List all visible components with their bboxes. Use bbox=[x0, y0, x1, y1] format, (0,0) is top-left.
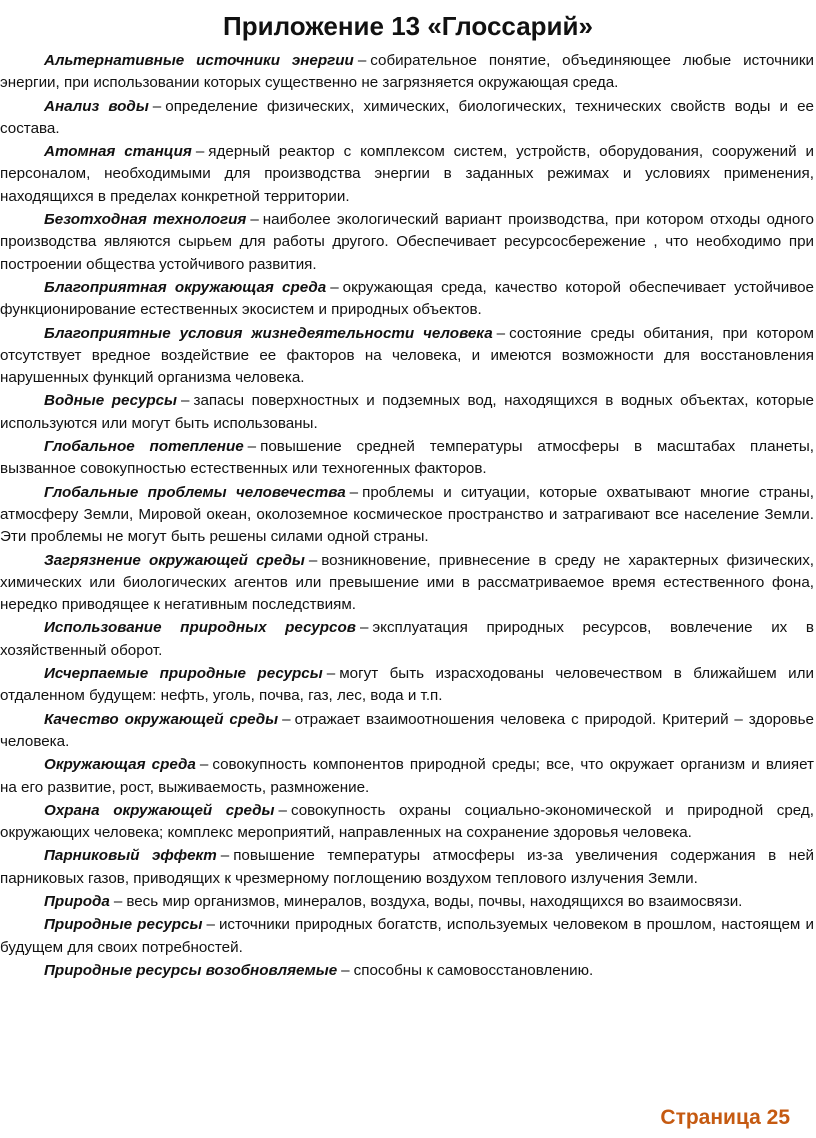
glossary-definition: могут быть израсходованы человечеством в ближайшем или отдаленном будущем: нефть, уголь, почва, газ, лес, вода и т.п. bbox=[0, 665, 814, 705]
glossary-term: Охрана окружающей среды bbox=[44, 801, 275, 819]
glossary-definition: весь мир организмов, минералов, воздуха, воды, почвы, находящихся во взаимосвязи. bbox=[126, 892, 743, 910]
glossary-entry: Глобальные проблемы человечества – проблемы и ситуации, которые охватывают многие страны, атмосферу Земли, Мировой океан, околоземное космическое пространство и затрагивают все население Земли. Эти проблемы не могут быть решены силами одной страны. bbox=[0, 483, 814, 546]
glossary-term: Благоприятная окружающая среда bbox=[44, 278, 327, 296]
glossary-term: Глобальные проблемы человечества bbox=[44, 483, 346, 501]
glossary-definition: совокупность охраны социально-экономической и природной сред, окружающих человека; комплекс мероприятий, направленных на сохранение здоровья человека. bbox=[0, 801, 815, 842]
glossary-entry: Окружающая среда – совокупность компонентов природной среды; все, что окружает организм и влияет на его развитие, рост, выживаемость, размножение. bbox=[0, 756, 815, 796]
glossary-definition: запасы поверхностных и подземных вод, находящихся в водных объектах, которые используются или могут быть использованы. bbox=[0, 392, 814, 432]
glossary-term: Глобальное потепление bbox=[44, 438, 244, 456]
glossary-entry: Глобальное потепление – повышение средней температуры атмосферы в масштабах планеты, вызванное совокупностью естественных или техногенных факторов. bbox=[0, 438, 815, 478]
glossary-term: Безотходная технология bbox=[44, 211, 247, 229]
glossary-entry: Благоприятная окружающая среда – окружающая среда, качество которой обеспечивает устойчивое функционирование естественных экосистем и природных объектов. bbox=[0, 278, 814, 319]
glossary-definition: состояние среды обитания, при котором отсутствует вредное воздействие ее факторов на человека, и имеются возможности для восстановления нарушенных функций организма человека. bbox=[0, 324, 814, 387]
glossary-definition: эксплуатация природных ресурсов, вовлечение их в хозяйственный оборот. bbox=[0, 619, 814, 659]
glossary-definition: совокупность компонентов природной среды; все, что окружает организм и влияет на его развитие, рост, выживаемость, размножение. bbox=[0, 756, 815, 796]
glossary-list bbox=[0, 50, 814, 983]
glossary-definition: определение физических, химических, биологических, технических свойств воды и ее состава. bbox=[0, 97, 814, 137]
glossary-entry: Исчерпаемые природные ресурсы – могут быть израсходованы человечеством в ближайшем или отдаленном будущем: нефть, уголь, почва, газ, лес, вода и т.п. bbox=[0, 665, 814, 705]
glossary-term: Загрязнение окружающей среды bbox=[44, 551, 305, 569]
glossary-term: Благоприятные условия жизнедеятельности человека bbox=[44, 324, 493, 342]
glossary-entry: Природные ресурсы возобновляемые – способны к самовосстановлению. bbox=[44, 961, 594, 979]
glossary-term: Атомная станция bbox=[44, 143, 192, 161]
glossary-term: Исчерпаемые природные ресурсы bbox=[44, 665, 323, 683]
glossary-term: Парниковый эффект bbox=[44, 847, 217, 865]
glossary-term: Водные ресурсы bbox=[44, 392, 178, 410]
glossary-term: Качество окружающей среды bbox=[44, 710, 279, 728]
page-title: Приложение 13 «Глоссарий» bbox=[223, 11, 593, 41]
glossary-definition: наиболее экологический вариант производства, при котором отходы одного производства являются сырьем для работы другого. Обеспечивает ресурсосбережение , что необходимо при построении общества устойчивого развития. bbox=[0, 211, 814, 273]
glossary-entry: Использование природных ресурсов – эксплуатация природных ресурсов, вовлечение их в хозяйственный оборот. bbox=[0, 619, 814, 659]
glossary-entry: Охрана окружающей среды – совокупность охраны социально-экономической и природной сред, окружающих человека; комплекс мероприятий, направленных на сохранение здоровья человека. bbox=[0, 801, 815, 842]
glossary-definition: проблемы и ситуации, которые охватывают многие страны, атмосферу Земли, Мировой океан, околоземное космическое пространство и затрагивают все население Земли. Эти проблемы не могут быть решены силами одной страны. bbox=[0, 483, 814, 546]
glossary-term: Альтернативные источники энергии bbox=[44, 52, 354, 69]
glossary-definition: способны к самовосстановлению. bbox=[353, 961, 594, 979]
glossary-definition: окружающая среда, качество которой обеспечивает устойчивое функционирование естественных экосистем и природных объектов. bbox=[0, 278, 814, 319]
glossary-definition: повышение температуры атмосферы из-за увеличения содержания в ней парниковых газов, приводящих к чрезмерному поглощению воздухом теплового излучения Земли. bbox=[0, 847, 814, 887]
glossary-entry: Анализ воды – определение физических, химических, биологических, технических свойств воды и ее состава. bbox=[0, 97, 814, 137]
glossary-definition: собирательное понятие, объединяющее любые источники энергии, при использовании которых существенно не загрязняется окружающая среда. bbox=[0, 52, 814, 92]
glossary-entry: Загрязнение окружающей среды – возникновение, привнесение в среду не характерных физических, химических или биологических агентов или превышение ими в рассматриваемое время естественного фона, нередко приводящее к негативным последствиям. bbox=[0, 551, 815, 614]
glossary-term: Анализ воды bbox=[44, 97, 149, 115]
glossary-entry: Безотходная технология – наиболее экологический вариант производства, при котором отходы одного производства являются сырьем для работы другого. Обеспечивает ресурсосбережение , что необходимо при построении общества устойчивого развития. bbox=[0, 211, 814, 273]
glossary-entry: Качество окружающей среды – отражает взаимоотношения человека с природой. Критерий – здоровье человека. bbox=[0, 710, 814, 750]
glossary-entry: Природа – весь мир организмов, минералов, воздуха, воды, почвы, находящихся во взаимосвязи. bbox=[44, 892, 743, 910]
glossary-term: Использование природных ресурсов bbox=[44, 619, 356, 637]
glossary-entry: Благоприятные условия жизнедеятельности человека – состояние среды обитания, при котором отсутствует вредное воздействие ее факторов на человека, и имеются возможности для восстановления нарушенных функций организма человека. bbox=[0, 324, 814, 387]
glossary-entry: Водные ресурсы – запасы поверхностных и подземных вод, находящихся в водных объектах, которые используются или могут быть использованы. bbox=[0, 392, 814, 432]
glossary-term: Природа bbox=[44, 892, 110, 910]
glossary-term: Природные ресурсы возобновляемые bbox=[44, 961, 338, 979]
glossary-definition: ядерный реактор с комплексом систем, устройств, оборудования, сооружений и персоналом, необходимыми для производства энергии в заданных режимах и условиях применения, находящихся в пределах конкретной территории. bbox=[0, 143, 814, 205]
glossary-entry: Альтернативные источники энергии – собирательное понятие, объединяющее любые источники энергии, при использовании которых существенно не загрязняется окружающая среда. bbox=[0, 52, 814, 92]
glossary-term: Окружающая среда bbox=[44, 756, 196, 774]
glossary-definition: возникновение, привнесение в среду не характерных физических, химических или биологических агентов или превышение ими в рассматриваемое время естественного фона, нередко приводящее к негативным последствиям. bbox=[0, 551, 815, 614]
glossary-term: Природные ресурсы bbox=[44, 916, 203, 934]
page-number: Страница 25 bbox=[660, 1106, 790, 1129]
glossary-entry: Парниковый эффект – повышение температуры атмосферы из-за увеличения содержания в ней парниковых газов, приводящих к чрезмерному поглощению воздухом теплового излучения Земли. bbox=[0, 847, 814, 887]
glossary-definition: отражает взаимоотношения человека с природой. Критерий – здоровье человека. bbox=[0, 710, 814, 750]
glossary-definition: повышение средней температуры атмосферы в масштабах планеты, вызванное совокупностью естественных или техногенных факторов. bbox=[0, 438, 815, 478]
glossary-entry: Природные ресурсы – источники природных богатств, используемых человеком в прошлом, настоящем и будущем для своих потребностей. bbox=[0, 916, 814, 956]
glossary-definition: источники природных богатств, используемых человеком в прошлом, настоящем и будущем для своих потребностей. bbox=[0, 916, 814, 956]
glossary-entry: Атомная станция – ядерный реактор с комплексом систем, устройств, оборудования, сооружений и персоналом, необходимыми для производства энергии в заданных режимах и условиях применения, находящихся в пределах конкретной территории. bbox=[0, 143, 814, 205]
